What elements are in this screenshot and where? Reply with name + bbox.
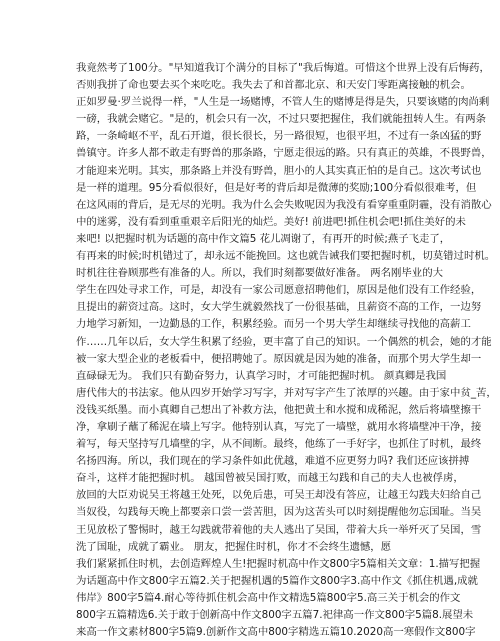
text-line: 伟岸》800字5篇4.耐心等待抓住机会高中作文精选5篇800字5.高三关于机会的作文 <box>76 591 461 604</box>
text-line: 正如罗曼·罗兰说得一样，"人生是一场赌博，不管人生的赌博是得是失，只要该赌的肉尚剩 <box>76 96 490 109</box>
text-line: 是一样的道理。95分看似很好，但是好考的背后却是微薄的奖励;100分看似很难考，但 <box>76 181 477 194</box>
text-line: 兽镇守。许多人都不敢走有野兽的那条路，宁愿走很远的路。只有真正的英雄，不畏野兽， <box>76 147 492 160</box>
text-line: 没钱买纸墨。而小真卿自己想出了补救方法，他把黄土和水搅和成稀泥，然后将墙壁擦干 <box>76 403 482 416</box>
text-line: 直碌碌无为。 我们只有勤奋努力，认真学习时，才可能把握时机。 颜真卿是我国 <box>76 369 447 382</box>
text-line: 否则我拼了命也要去买个来吃吃。我失去了和首都北京、和天安门零距离接触的机会。 <box>76 79 471 92</box>
text-line: 800字五篇精选6.关于敢于创新高中作文800字五篇7.祀律高一作文800字5篇8.展望未 <box>76 609 474 621</box>
text-line: 王见放松了警惕时，越王勾践就带着他的夫人逃出了吴国，带着大兵一举歼灭了吴国，雪 <box>76 523 482 536</box>
text-line: 我竟然考了100分。"早知道我订个满分的目标了"我后悔道。可惜这个世界上没有后悔药， <box>76 62 490 74</box>
text-line: 且提出的薪资过高。这时，女大学生就毅然找了一份很基础，且薪资不高的工作，一边努 <box>76 301 482 314</box>
text-line: 力地学习新知，一边勤恳的工作，积累经验。而另一个男大学生却继续寻找他的高薪工 <box>76 318 471 331</box>
text-line: 来高一作文素材800字5篇9.创新作文高中800字精选五篇10.2020高一寒假作文800字 <box>76 626 476 639</box>
text-line: 净，拿刷子蘸了稀泥在墙上写字。他特别认真，写完了一墙壁，就用水将墙壁冲干净，接 <box>76 420 482 433</box>
text-line: 我们紧紧抓住时机，去创造辉煌人生!把握时机高中作文800字5篇相关文章：1.描写把握 <box>76 557 481 570</box>
text-line: 名扬四海。所以，我们现在的学习条件如此优越，难道不应更努力吗? 我们还应该拼搏 <box>76 455 470 468</box>
text-line: 有再来的时候;时机错过了，却永远不能挽回。这也就告诫我们要把握时机，切莫错过时机。 <box>76 250 496 263</box>
text-line: 一磅，我就会赌它。"是的，机会只有一次，不过只要把握住，我们就能扭转人生。有两条 <box>76 113 487 126</box>
text-line: 路，一条崎岖不平，乱石开道，很长很长，另一路很短，也很平坦，不过有一条凶猛的野 <box>76 130 482 143</box>
text-line: 着写，每天坚持写几墙壁的字，从不间断。最终，他练了一手好字，也抓住了时机，最终 <box>76 438 482 451</box>
text-line: 放回的大臣劝说吴王将越王处死，以免后患，可吴王却没有答应，让越王勾践夫妇给自己 <box>76 489 482 502</box>
article-body <box>76 60 497 639</box>
text-line: 中的迷雾，没有看到重重艰辛后阳光的灿烂。美好! 前进吧!抓住机会吧!抓住美好的未 <box>76 215 466 228</box>
text-line: 被一家大型企业的老板看中，便招聘她了。原因就是因为她的准备，而那个男大学生却一 <box>76 352 482 365</box>
text-line: 学生在四处寻求工作，可是，却没有一家公司愿意招聘他们，原因是他们没有工作经验， <box>76 284 482 297</box>
text-line: 作……几年以后，女大学生积累了经验，更丰富了自己的知识。一个偶然的机会，她的才能 <box>76 335 492 348</box>
text-line: 唐代伟大的书法家。他从四岁开始学习写字，并对写字产生了浓厚的兴趣。由于家中贫_苦， <box>76 386 497 399</box>
text-line: 来吧! 以把握时机为话题的高中作文篇5 花儿凋谢了，有再开的时候;燕子飞走了， <box>76 232 451 245</box>
text-line: 才能迎来光明。其实，那条路上并没有野兽，胆小的人其实真正怕的是自己。这次考试也 <box>76 164 482 177</box>
text-line: 洗了国耻，成就了霸业。 朋友，把握住时机，你才不会终生遗憾，愿 <box>76 540 392 553</box>
text-line: 在这风雨的背后，是无尽的光明。我为什么会失败呢因为我没有看穿重重阴霾，没有消散心 <box>76 198 492 211</box>
text-line: 为话题高中作文800字五篇2.关于把握机遇的5篇作文800字3.高中作文《抓住机遇,成就 <box>76 574 478 587</box>
text-line: 当奴役，勾践每天晚上都要亲口尝一尝苦胆，因为这苦头可以时刻提醒他勿忘国耻。当吴 <box>76 506 482 519</box>
text-line: 奋斗，这样才能把握时机。 越国曾被吴国打败，而越王勾践和自己的夫人也被俘虏， <box>76 472 464 485</box>
text-line: 时机往往眷顾那些有准备的人。所以，我们时刻都要做好准备。 两名刚毕业的大 <box>76 267 443 280</box>
